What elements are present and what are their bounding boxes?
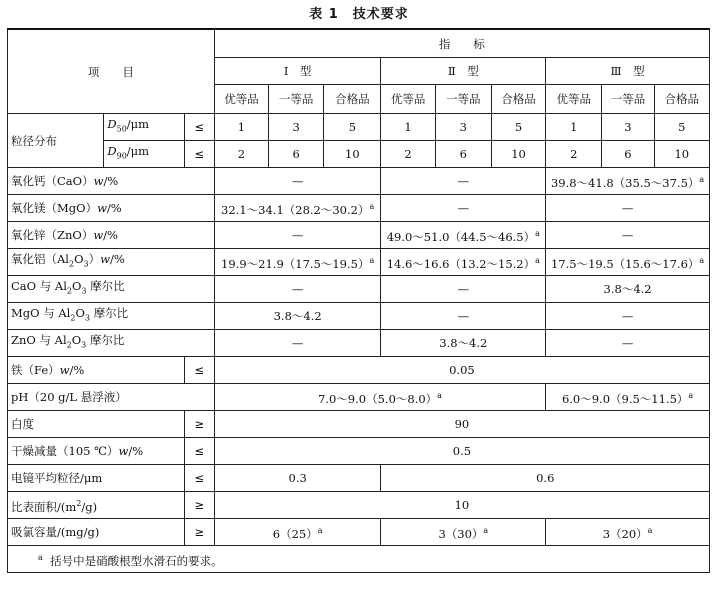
zno-type3: — [546,222,710,249]
zno-ratio-type1: — [214,330,381,357]
zno-ratio-type2: 3.8～4.2 [381,330,546,357]
op-le: ≤ [184,141,214,168]
table-title: 表 1 技术要求 [309,7,409,22]
cao-label: 氧化钙（CaO）w/% [8,168,215,195]
row-cao [8,168,710,195]
row-zno-ratio [8,330,710,357]
d50-value: 5 [324,114,381,141]
whiteness-value: 90 [214,411,709,438]
cao-ratio-type3: 3.8～4.2 [546,276,710,303]
d50-value: 1 [214,114,268,141]
grade-header: 一等品 [602,85,654,114]
type-3-header: Ⅲ 型 [546,58,710,85]
op-le: ≤ [184,438,214,465]
row-iron [8,357,710,384]
d90-value: 6 [269,141,324,168]
d50-value: 1 [546,114,602,141]
mgo-ratio-label: MgO 与 $Al_2O_3$ 摩尔比 [8,303,215,330]
footnote [8,546,710,573]
mgo-type2: — [381,195,546,222]
surface-area-value: 10 [214,492,709,519]
grade-header: 一等品 [269,85,324,114]
al2o3-type3: 17.5～19.5（15.6～17.6）$^a$ [546,249,710,276]
em-size-type23: 0.6 [381,465,710,492]
chlorine-label: 吸氯容量/(mg/g) [8,519,185,546]
footnote-row [8,546,710,573]
ph-type3: 6.0～9.0（9.5～11.5）$^a$ [546,384,710,411]
row-mgo [8,195,710,222]
cao-type3: 39.8～41.8（35.5～37.5）$^a$ [546,168,710,195]
mgo-type1: 32.1～34.1（28.2～30.2）$^a$ [214,195,381,222]
mgo-ratio-type2: — [381,303,546,330]
particle-size-label: 粒径分布 [8,114,104,168]
d90-value: 10 [491,141,545,168]
row-chlorine [8,519,710,546]
op-ge: ≥ [184,492,214,519]
chlorine-type3: $3(20)^a$ [546,519,710,546]
grade-header: 优等品 [214,85,268,114]
zno-label: 氧化锌（ZnO）w/% [8,222,215,249]
d90-value: 6 [435,141,491,168]
grade-header: 优等品 [381,85,435,114]
em-size-label: 电镜平均粒径/μm [8,465,185,492]
op-le: ≤ [184,357,214,384]
row-zno [8,222,710,249]
indicators-header: 指 标 [214,29,709,58]
iron-value: 0.05 [214,357,709,384]
zno-type1: — [214,222,381,249]
op-le: ≤ [184,114,214,141]
zno-type2: 49.0～51.0（44.5～46.5）$^a$ [381,222,546,249]
al2o3-label: 氧化铝$(Al_2O_3)w/\%$ [8,249,215,276]
chlorine-type2: $3(30)^a$ [381,519,546,546]
d90-value: 2 [381,141,435,168]
zno-ratio-type3: — [546,330,710,357]
d50-value: 3 [602,114,654,141]
cao-ratio-label: CaO 与 $Al_2O_3$ 摩尔比 [8,276,215,303]
header-row-1 [8,29,710,58]
ph-label: pH（20 g/L 悬浮液） [8,384,215,411]
al2o3-type1: 19.9～21.9（17.5～19.5）$^a$ [214,249,381,276]
row-whiteness [8,411,710,438]
mgo-label: 氧化镁（MgO）w/% [8,195,215,222]
row-al2o3 [8,249,710,276]
em-size-type1: 0.3 [214,465,381,492]
d50-value: 1 [381,114,435,141]
op-ge: ≥ [184,411,214,438]
row-cao-ratio [8,276,710,303]
op-ge: ≥ [184,519,214,546]
cao-type2: — [381,168,546,195]
grade-header: 合格品 [654,85,709,114]
d90-value: 2 [214,141,268,168]
mgo-type3: — [546,195,710,222]
row-d90 [8,141,710,168]
al2o3-type2: 14.6～16.6（13.2～15.2）$^a$ [381,249,546,276]
grade-header: 一等品 [435,85,491,114]
cao-ratio-type2: — [381,276,546,303]
d50-label: $D_{50}/\mu m$ [104,114,184,141]
chlorine-type1: $6(25)^a$ [214,519,381,546]
d50-value: 5 [654,114,709,141]
d90-value: 10 [654,141,709,168]
drying-loss-label: 干燥减量（105 ℃）w/% [8,438,185,465]
cao-ratio-type1: — [214,276,381,303]
d50-value: 5 [491,114,545,141]
d90-value: 2 [546,141,602,168]
zno-ratio-label: ZnO 与 $Al_2O_3$ 摩尔比 [8,330,215,357]
d50-value: 3 [435,114,491,141]
footnote-text: 括号中是硝酸根型水滑石的要求。 [50,553,223,568]
footnote-mark: a [38,552,43,562]
grade-header: 优等品 [546,85,602,114]
row-ph [8,384,710,411]
technical-requirements-table [7,28,710,573]
row-em-size [8,465,710,492]
d50-value: 3 [269,114,324,141]
ph-type12: 7.0～9.0（5.0～8.0）$^a$ [214,384,545,411]
row-surface-area [8,492,710,519]
type-2-header: Ⅱ 型 [381,58,546,85]
d90-value: 6 [602,141,654,168]
cao-type1: — [214,168,381,195]
row-mgo-ratio [8,303,710,330]
mgo-ratio-type3: — [546,303,710,330]
d90-value: 10 [324,141,381,168]
row-d50 [8,114,710,141]
d90-label: $D_{90}/\mu m$ [104,141,184,168]
type-1-header: Ⅰ 型 [214,58,381,85]
mgo-ratio-type1: 3.8～4.2 [214,303,381,330]
op-le: ≤ [184,465,214,492]
whiteness-label: 白度 [8,411,185,438]
iron-label: 铁（Fe）w/% [8,357,185,384]
drying-loss-value: 0.5 [214,438,709,465]
item-header: 项 目 [8,29,215,114]
row-drying-loss [8,438,710,465]
surface-area-label: 比表面积$/(m^2/g)$ [8,492,185,519]
grade-header: 合格品 [324,85,381,114]
grade-header: 合格品 [491,85,545,114]
